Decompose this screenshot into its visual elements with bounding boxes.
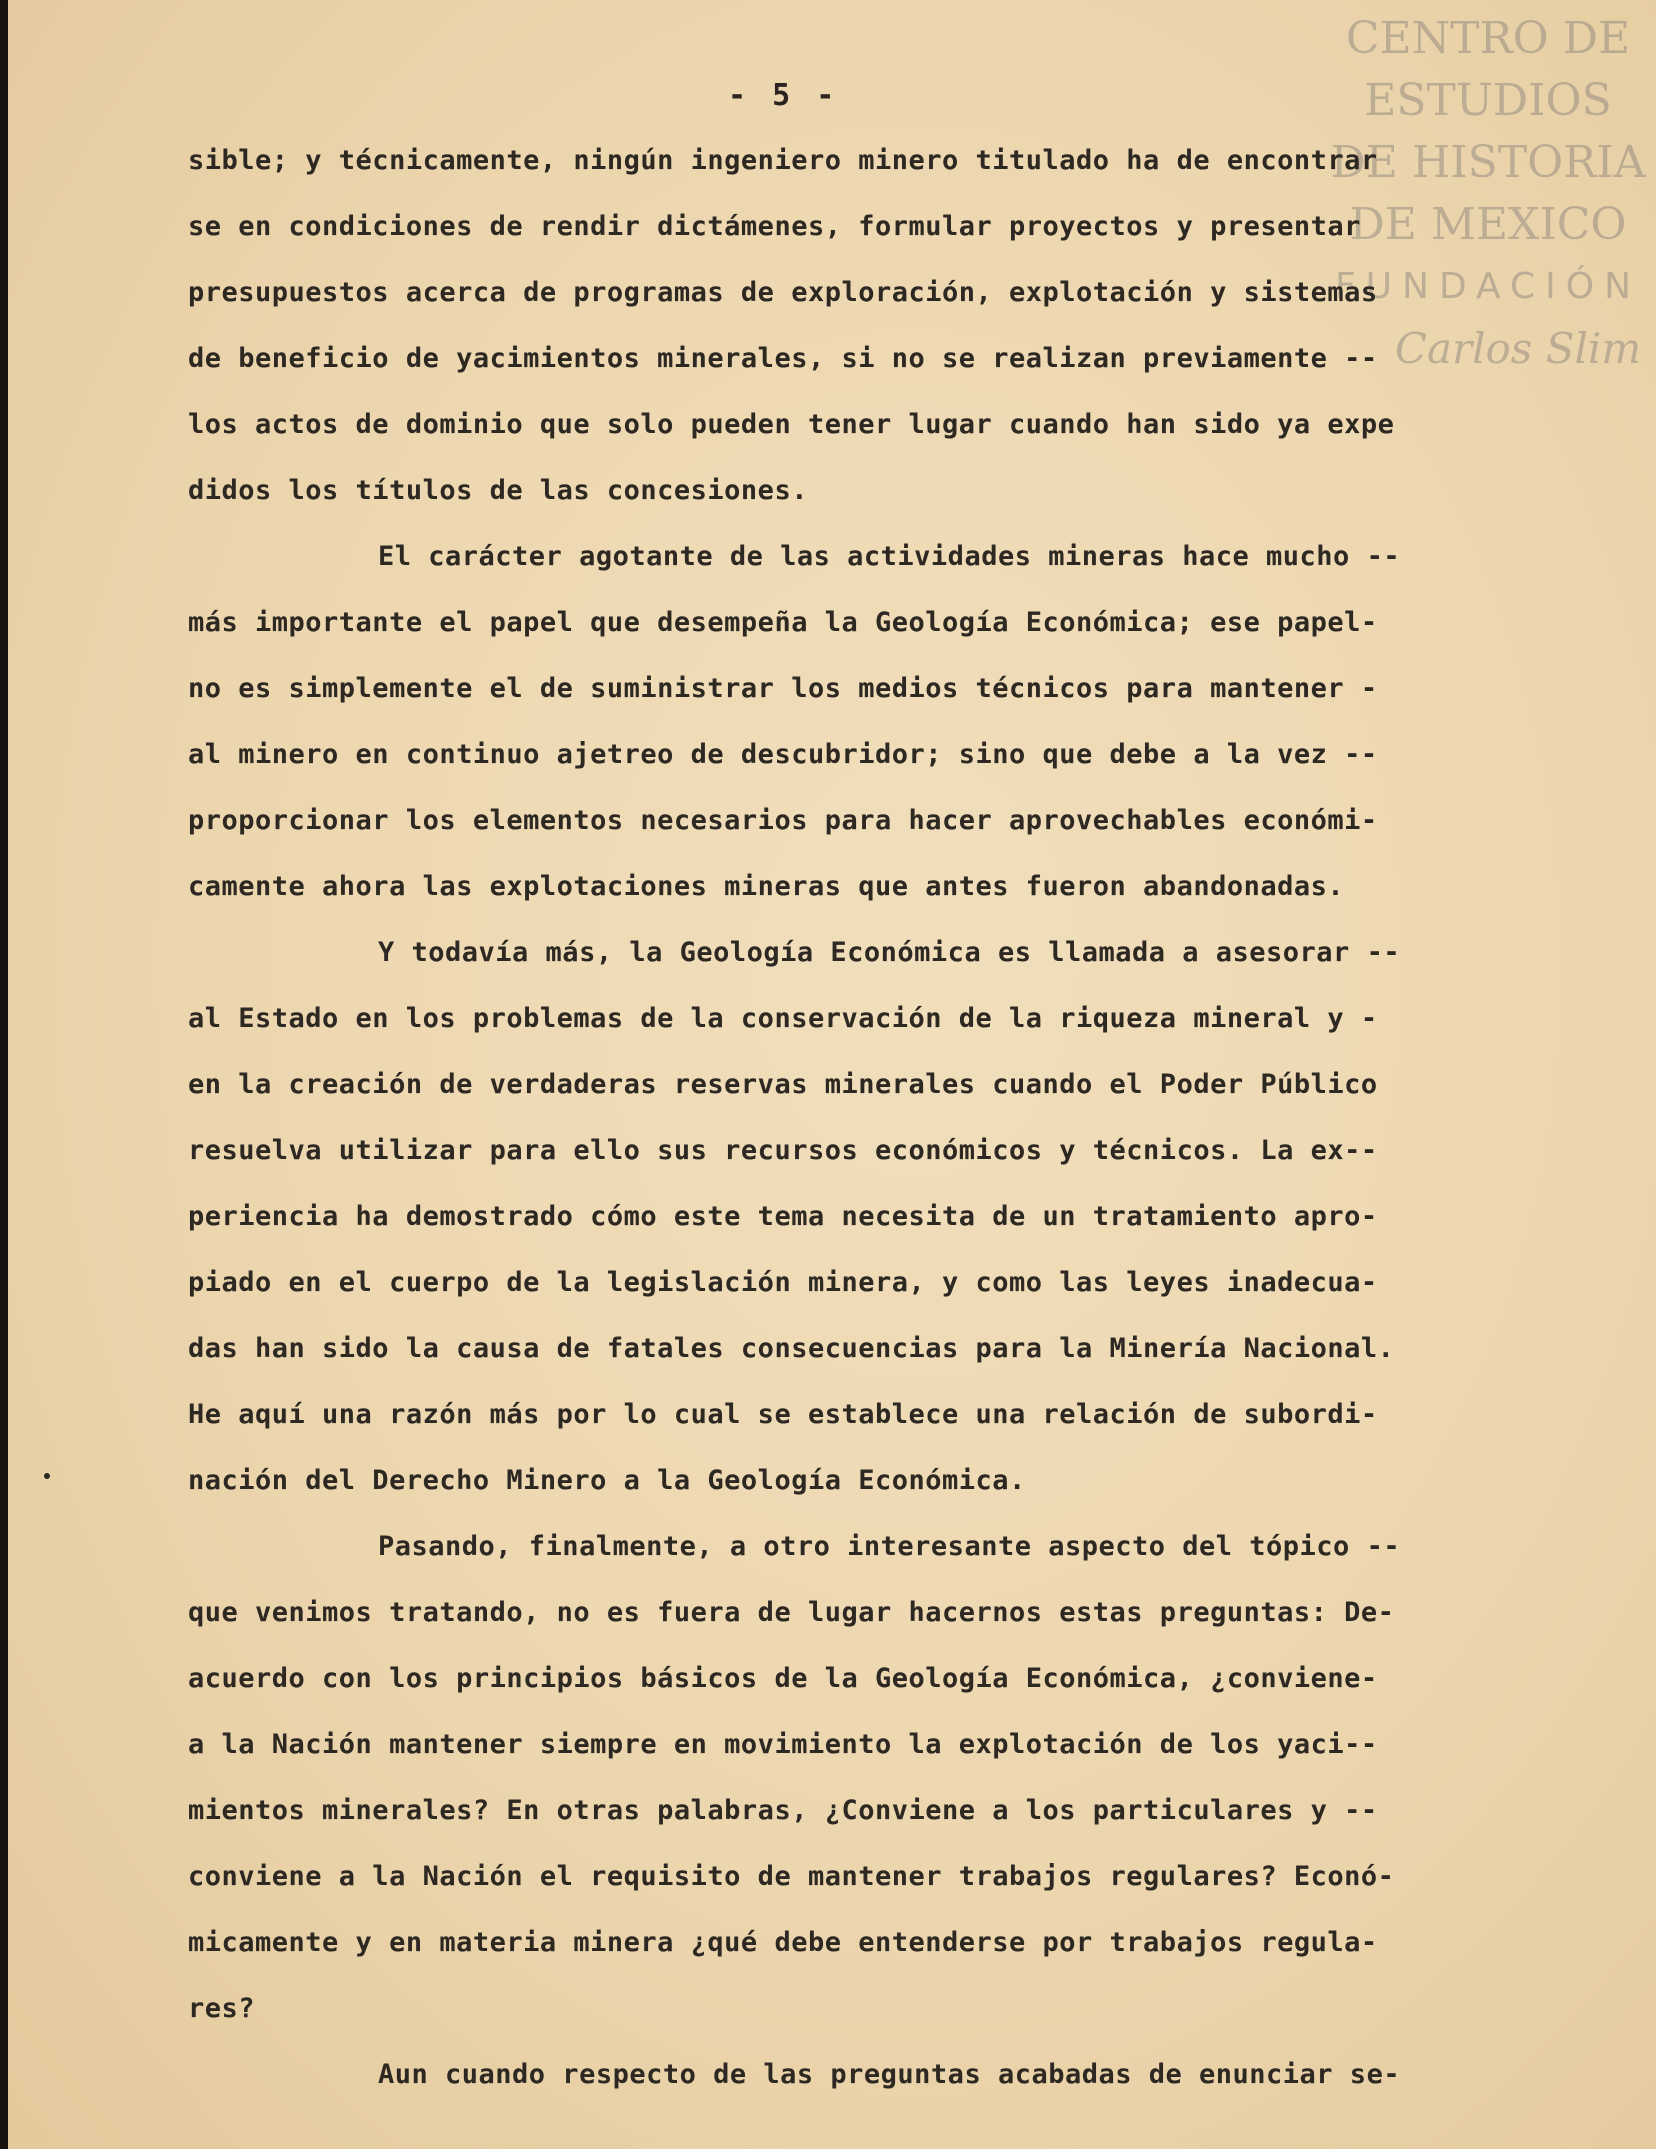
text-line: presupuestos acerca de programas de exploración, explotación y sistemas [188, 277, 1378, 308]
text-line: al minero en continuo ajetreo de descubridor; sino que debe a la vez -- [188, 739, 1378, 770]
text-line: camente ahora las explotaciones mineras que antes fueron abandonadas. [188, 871, 1345, 902]
text-line: res? [188, 1993, 256, 2024]
text-line: al Estado en los problemas de la conservación de la riqueza mineral y - [188, 1003, 1378, 1034]
text-line: periencia ha demostrado cómo este tema necesita de un tratamiento apro- [188, 1201, 1378, 1232]
text-line: sible; y técnicamente, ningún ingeniero minero titulado ha de encontrar [188, 145, 1378, 176]
text-line: se en condiciones de rendir dictámenes, formular proyectos y presentar [188, 211, 1361, 242]
text-line: acuerdo con los principios básicos de la Geología Económica, ¿conviene- [188, 1663, 1378, 1694]
text-line: El carácter agotante de las actividades mineras hace mucho -- [378, 541, 1401, 572]
text-line: conviene a la Nación el requisito de mantener trabajos regulares? Econó- [188, 1861, 1395, 1892]
text-line: micamente y en materia minera ¿qué debe entenderse por trabajos regula- [188, 1927, 1378, 1958]
watermark-signature: Carlos Slim [1394, 324, 1642, 373]
text-line: de beneficio de yacimientos minerales, si no se realizan previamente -- [188, 343, 1378, 374]
watermark-line: DE HISTORIA [1330, 137, 1646, 188]
margin-mark [44, 1473, 50, 1479]
watermark-foundation: FUNDACIÓN [1334, 266, 1642, 307]
text-line: más importante el papel que desempeña la Geología Económica; ese papel- [188, 607, 1378, 638]
text-line: a la Nación mantener siempre en movimiento la explotación de los yaci-- [188, 1729, 1378, 1760]
text-line: que venimos tratando, no es fuera de lugar hacernos estas preguntas: De- [188, 1597, 1395, 1628]
text-line: piado en el cuerpo de la legislación minera, y como las leyes inadecua- [188, 1267, 1378, 1298]
body-text [188, 128, 1588, 2108]
text-line: mientos minerales? En otras palabras, ¿Conviene a los particulares y -- [188, 1795, 1378, 1826]
text-line: das han sido la causa de fatales consecuencias para la Minería Nacional. [188, 1333, 1395, 1364]
document-page [8, 0, 1656, 2149]
page-number: - 5 - [728, 78, 839, 113]
text-line: Y todavía más, la Geología Económica es llamada a asesorar -- [378, 937, 1401, 968]
watermark-line: DE MEXICO [1349, 199, 1627, 250]
text-line: Aun cuando respecto de las preguntas acabadas de enunciar se- [378, 2059, 1401, 2090]
text-line: He aquí una razón más por lo cual se establece una relación de subordi- [188, 1399, 1378, 1430]
text-line: los actos de dominio que solo pueden tener lugar cuando han sido ya expe [188, 409, 1395, 440]
watermark-line: CENTRO DE [1345, 13, 1631, 64]
text-line: resuelva utilizar para ello sus recursos económicos y técnicos. La ex-- [188, 1135, 1378, 1166]
text-line: proporcionar los elementos necesarios para hacer aprovechables económi- [188, 805, 1378, 836]
text-line: nación del Derecho Minero a la Geología Económica. [188, 1465, 1026, 1496]
text-line: no es simplemente el de suministrar los medios técnicos para mantener - [188, 673, 1378, 704]
text-line: Pasando, finalmente, a otro interesante aspecto del tópico -- [378, 1531, 1401, 1562]
text-line: didos los títulos de las concesiones. [188, 475, 808, 506]
text-line: en la creación de verdaderas reservas minerales cuando el Poder Público [188, 1069, 1378, 1100]
watermark-line: ESTUDIOS [1364, 75, 1612, 126]
